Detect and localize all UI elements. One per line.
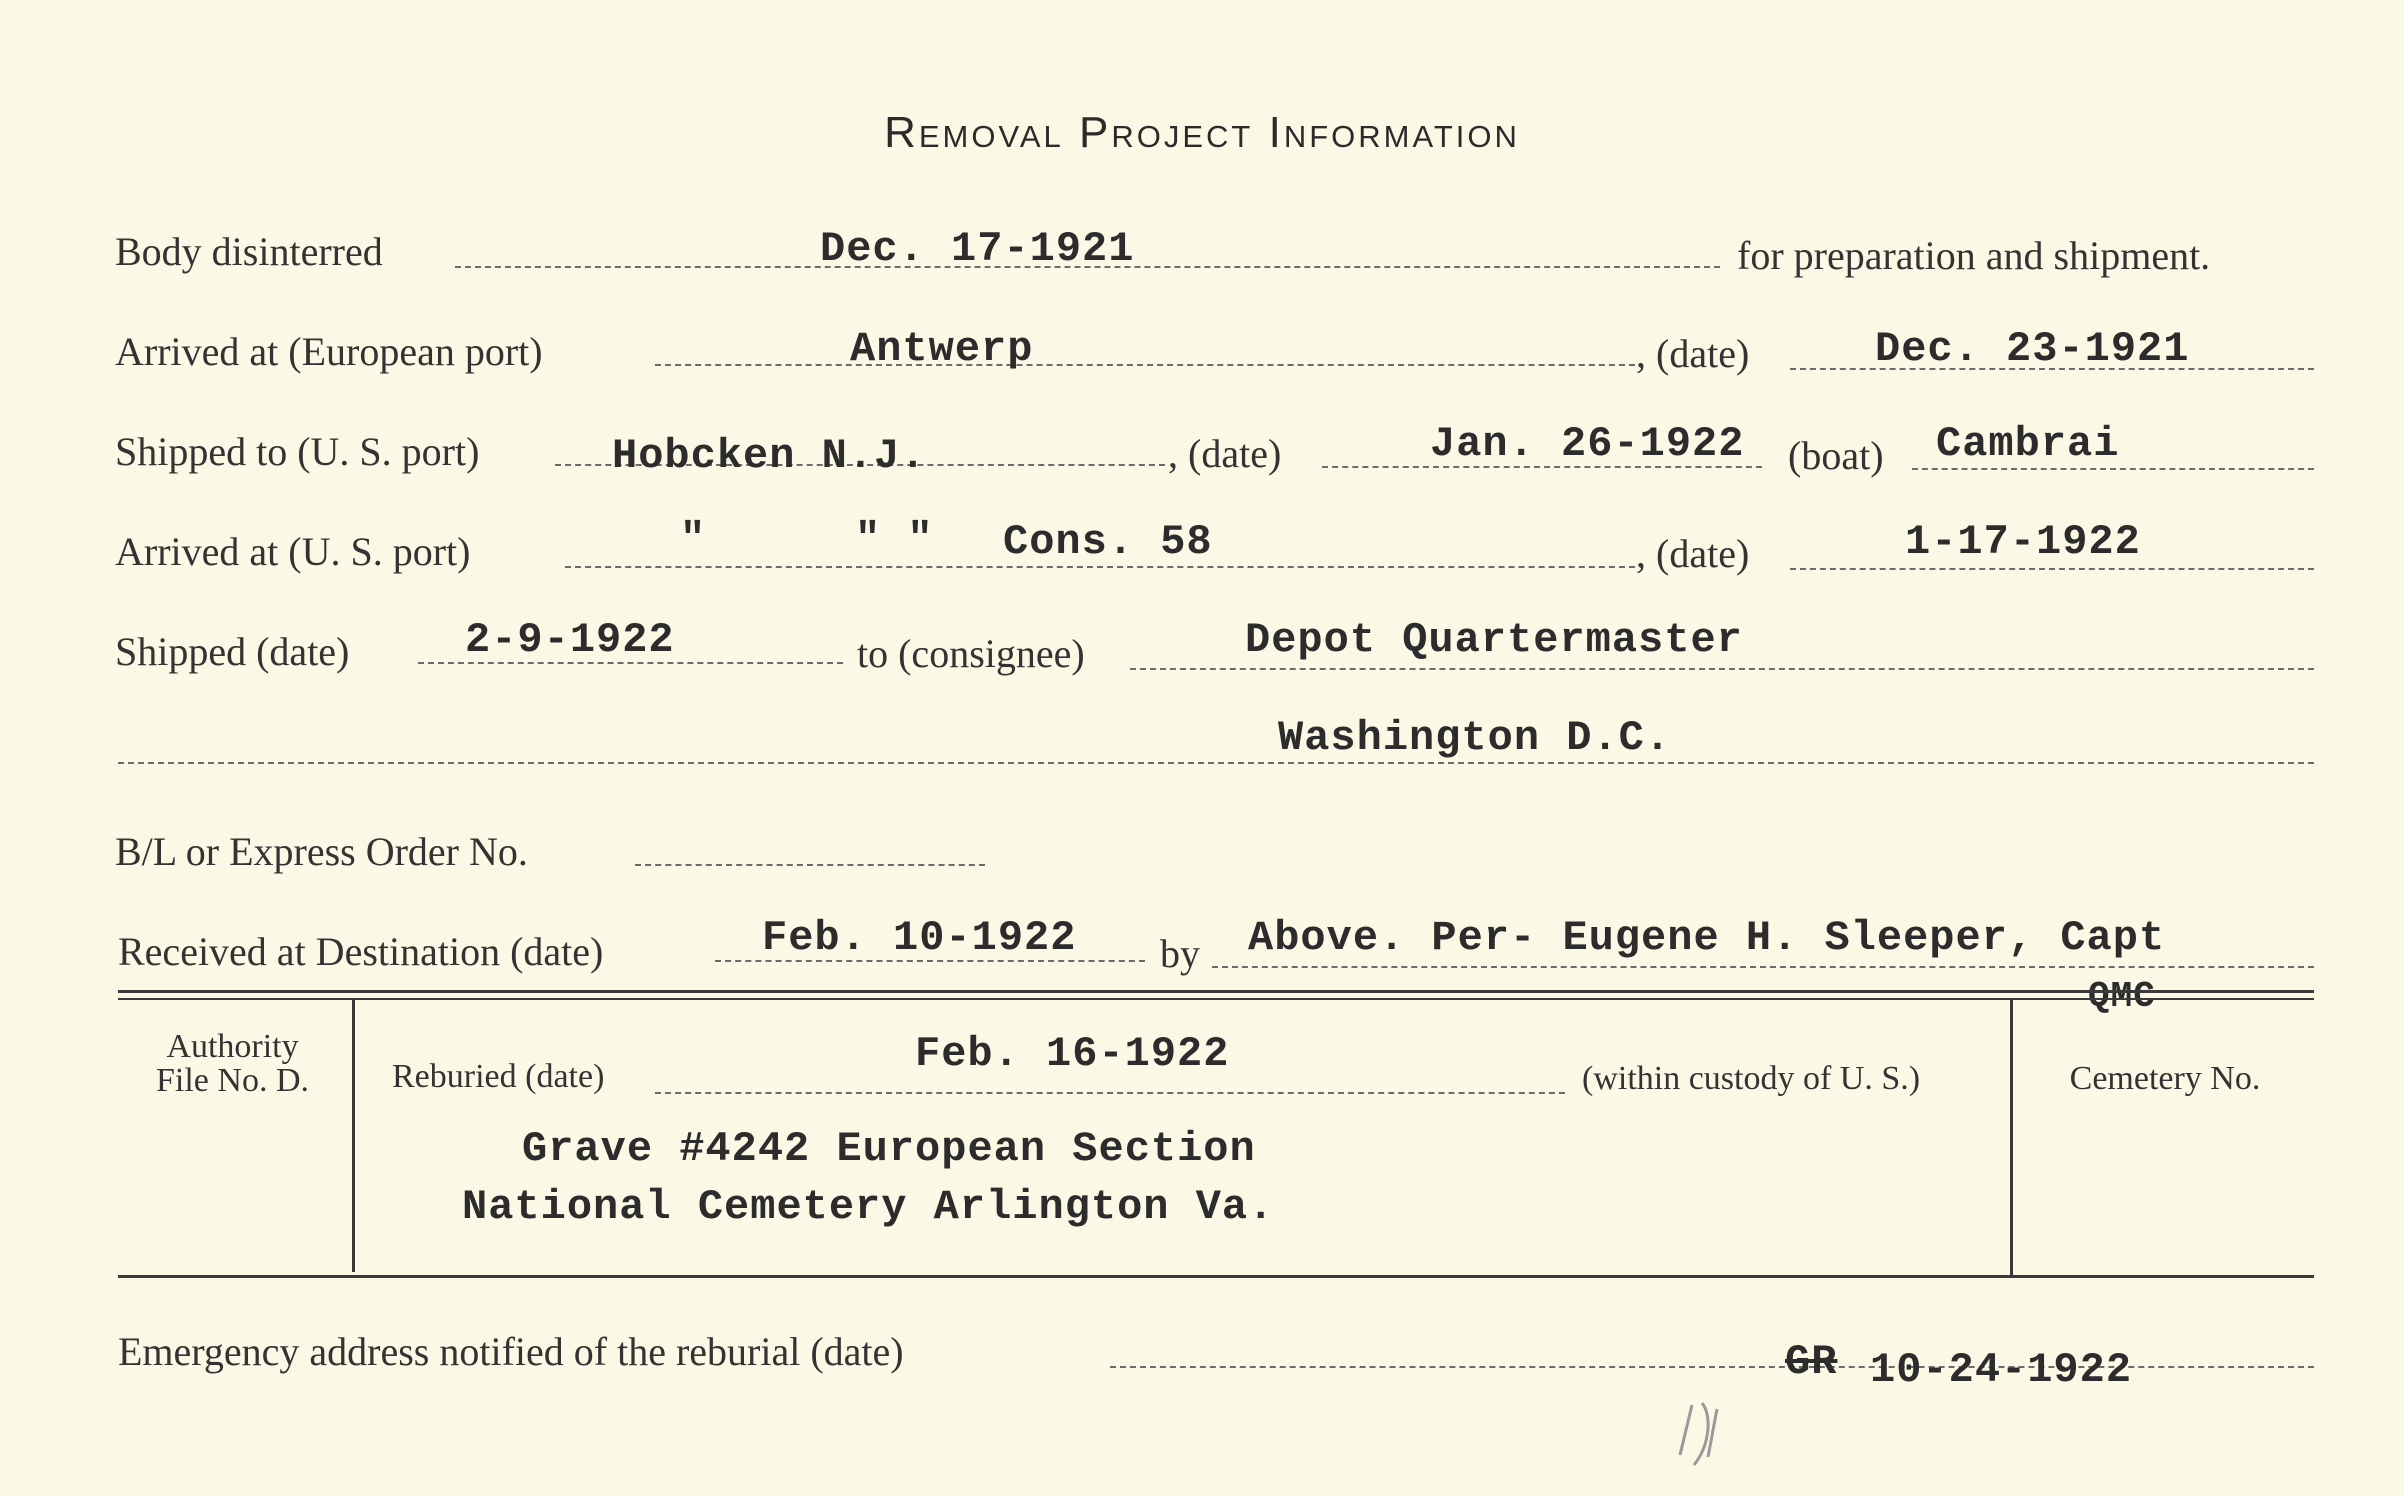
consignee-line-2 — [118, 762, 2314, 764]
shipped-us-boat-label: (boat) — [1788, 433, 1884, 478]
body-disinterred-value: Dec. 17-1921 — [820, 225, 1135, 273]
reburied-date-line — [655, 1092, 1565, 1094]
arrived-europe-date-label: , (date) — [1636, 331, 1750, 376]
emergency-label: Emergency address notified of the reburial (date) — [118, 1329, 904, 1374]
shipped-us-boat-line — [1912, 468, 2314, 470]
shipped-us-port: Hobcken N.J. — [612, 432, 927, 480]
arrived-europe-port-line — [655, 364, 1635, 366]
shipped-us-date-label: , (date) — [1168, 431, 1282, 476]
arrived-us-date-label: , (date) — [1636, 531, 1750, 576]
box-bottom-rule — [118, 1275, 2314, 1278]
bl-line — [635, 864, 985, 866]
arrived-us-ditto2: " " — [855, 515, 934, 563]
authority-line1: Authority — [166, 1028, 299, 1065]
arrived-us-cons: Cons. 58 — [1003, 518, 1213, 566]
shipped-date: 2-9-1922 — [465, 616, 675, 664]
body-disinterred-suffix: for preparation and shipment. — [1737, 233, 2211, 278]
shipped-us-date: Jan. 26-1922 — [1430, 420, 1745, 468]
shipped-us-boat: Cambrai — [1936, 420, 2120, 468]
custody-note: (within custody of U. S.) — [1582, 1060, 1921, 1097]
page-title: Removal Project Information — [884, 108, 1520, 157]
emergency-line — [1110, 1366, 2314, 1368]
box-divider-right — [2010, 1000, 2013, 1275]
box-top-rule-1 — [118, 990, 2314, 993]
reburied-date: Feb. 16-1922 — [915, 1030, 1230, 1078]
consignee-line-1 — [1130, 668, 2314, 670]
received-by: Above. Per- Eugene H. Sleeper, Capt — [1248, 914, 2166, 962]
grave-line2: National Cemetery Arlington Va. — [462, 1183, 1275, 1231]
body-disinterred-label: Body disinterred — [115, 229, 383, 274]
received-by-line — [1212, 966, 2314, 968]
arrived-us-date: 1-17-1922 — [1905, 518, 2141, 566]
authority-line2: File No. D. — [156, 1062, 309, 1099]
shipped-us-label: Shipped to (U. S. port) — [115, 429, 480, 474]
consignee-line2: Washington D.C. — [1278, 714, 1672, 762]
consignee-label: to (consignee) — [857, 631, 1085, 676]
emergency-prefix: GR — [1785, 1338, 1838, 1386]
received-by-label: by — [1160, 931, 1200, 976]
arrived-europe-port: Antwerp — [850, 325, 1034, 373]
received-date: Feb. 10-1922 — [762, 914, 1077, 962]
cemetery-no-label: Cemetery No. — [2069, 1060, 2261, 1097]
box-top-rule-2 — [118, 998, 2314, 1000]
consignee-line1: Depot Quartermaster — [1245, 616, 1743, 664]
emergency-date: 10-24-1922 — [1870, 1346, 2133, 1394]
shipped-label: Shipped (date) — [115, 629, 350, 674]
arrived-us-label: Arrived at (U. S. port) — [115, 529, 471, 574]
arrived-us-ditto1: " — [680, 515, 707, 563]
arrived-europe-label: Arrived at (European port) — [115, 329, 543, 374]
arrived-us-date-line — [1790, 568, 2314, 570]
authority-label — [125, 1030, 340, 1098]
box-divider-left — [352, 1000, 355, 1272]
arrived-us-port-line — [565, 566, 1635, 568]
pencil-mark-icon — [1672, 1395, 1752, 1475]
received-by-suffix: QMC — [2088, 976, 2156, 1017]
arrived-europe-date: Dec. 23-1921 — [1875, 325, 2190, 373]
bl-label: B/L or Express Order No. — [115, 829, 528, 874]
grave-line1: Grave #4242 European Section — [522, 1125, 1256, 1173]
reburied-label: Reburied (date) — [392, 1058, 605, 1095]
received-label: Received at Destination (date) — [118, 929, 604, 974]
